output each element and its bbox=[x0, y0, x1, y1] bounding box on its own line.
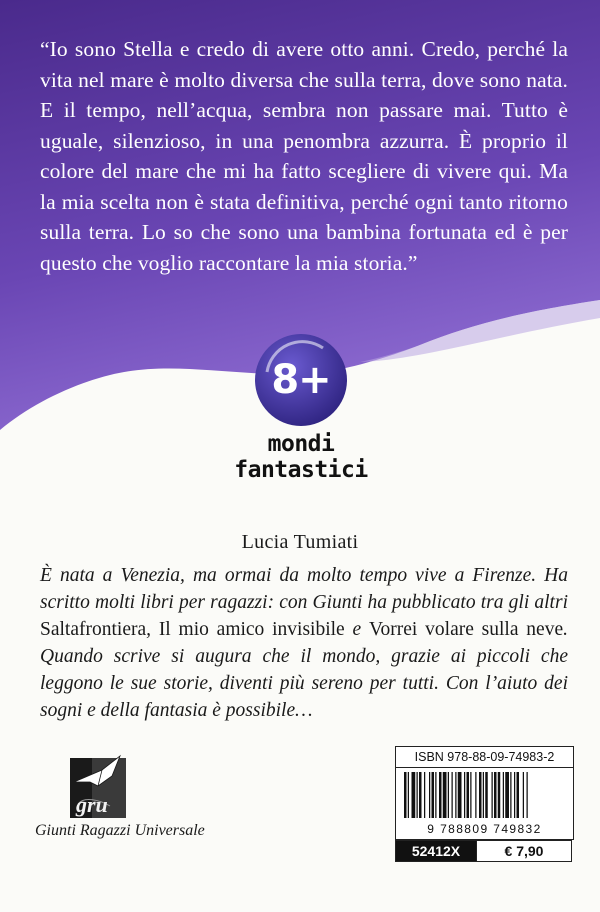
barcode-digits: 9 788809 749832 bbox=[427, 822, 542, 836]
origami-crane-icon bbox=[62, 752, 132, 820]
author-bio: È nata a Venezia, ma ormai da molto tempo vive a Firenze. Ha scritto molti libri per ragazzi: con Giunti ha pubblicato tra gli altri Saltafrontiera, Il mio amico invisibile e Vorrei volare sulla neve. Quando scrive si augura che il mondo, grazie ai piccoli che leggono le sue storie, diventi più sereno per tutti. Con l’aiuto dei sogni e della fantasia è possibile… bbox=[40, 565, 568, 721]
publisher-name: Giunti Ragazzi Universale bbox=[35, 822, 205, 839]
svg-text:gru: gru bbox=[76, 792, 108, 817]
publisher-logo bbox=[62, 752, 132, 820]
book-title: Saltafrontiera bbox=[40, 619, 147, 640]
badge-age-label: 8+ bbox=[271, 357, 331, 403]
age-badge bbox=[253, 332, 349, 428]
bio-text: È nata a Venezia, ma ormai da molto tempo vive a Firenze. Ha scritto molti libri per ragazzi: con Giunti ha pubblicato tra gli altri bbox=[40, 565, 568, 613]
isbn-number: ISBN 978-88-09-74983-2 bbox=[396, 747, 573, 768]
book-title: Il mio amico invisibile bbox=[158, 619, 345, 640]
book-title: Vorrei volare sulla neve bbox=[368, 619, 564, 640]
barcode-box bbox=[395, 746, 574, 840]
product-code: 52412X bbox=[395, 840, 476, 862]
price-row bbox=[395, 840, 572, 860]
barcode-icon bbox=[402, 772, 567, 820]
author-name: Lucia Tumiati bbox=[241, 531, 359, 553]
back-cover-blurb: “Io sono Stella e credo di avere otto anni. Credo, perché la vita nel mare è molto diversa che sulla terra, dove sono nata. E il tempo, nell’acqua, sembra non passare mai. Tutto è uguale, silenzioso, in una penombra azzurra. È proprio il colore del mare che mi ha fatto scegliere di vivere qui. Ma la mia scelta non è stata definitiva, perché ogni tanto ritorno sulla terra. Lo so che sono una bambina fortunata ed è per questo che voglio raccontare la mia storia.” bbox=[40, 37, 568, 275]
price: € 7,90 bbox=[476, 840, 572, 862]
series-name: mondi fantastici bbox=[234, 431, 368, 483]
bio-text: . Quando scrive si augura che il mondo, grazie ai piccoli che leggono le sue storie, diventi più sereno per tutti. Con l’aiuto dei sogni e della fantasia è possibile… bbox=[40, 619, 568, 721]
